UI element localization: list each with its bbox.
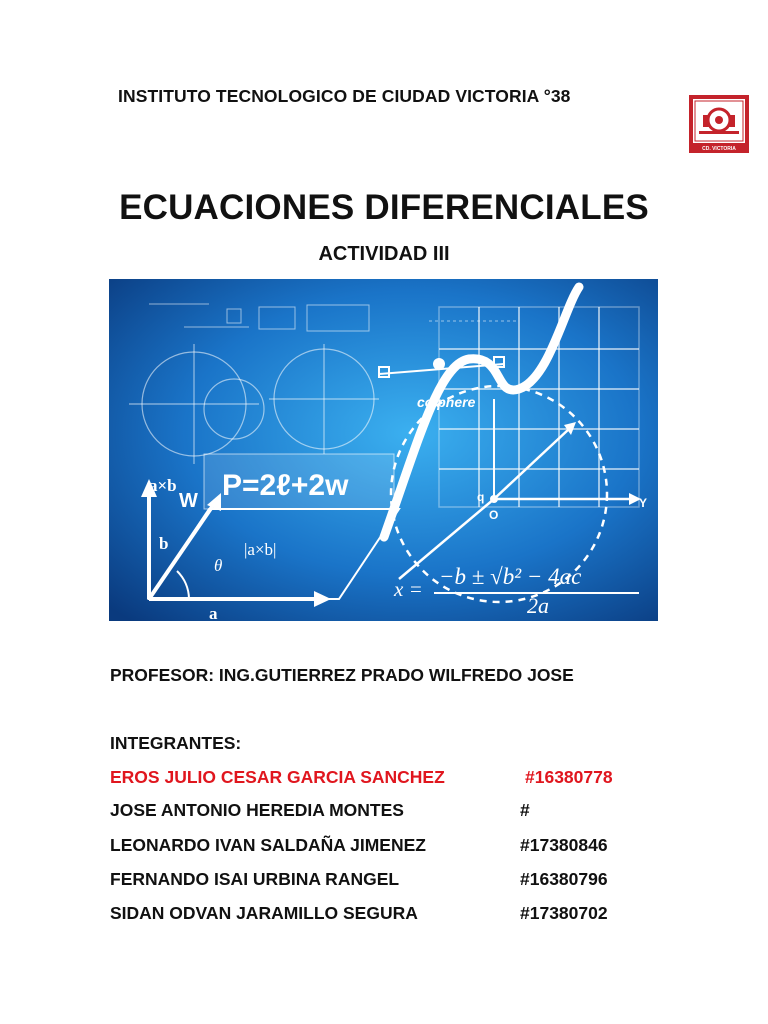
member-row — [110, 800, 530, 821]
member-row — [110, 767, 613, 788]
label-y: Y — [639, 496, 648, 510]
member-id: #16380796 — [520, 869, 608, 889]
document-subtitle: ACTIVIDAD III — [318, 243, 450, 265]
institute-name: INSTITUTO TECNOLOGICO DE CIUDAD VICTORIA °38 — [118, 86, 571, 106]
member-id: #16380778 — [525, 767, 613, 787]
math-banner-image — [109, 279, 658, 621]
member-id: # — [520, 800, 530, 820]
member-row — [110, 869, 608, 890]
member-name: EROS JULIO CESAR GARCIA SANCHEZ — [110, 767, 445, 787]
professor-line: PROFESOR: ING.GUTIERREZ PRADO WILFREDO JOSE — [110, 665, 574, 685]
member-id: #17380702 — [520, 903, 608, 923]
label-x-equals: x = — [394, 577, 423, 601]
label-w: W — [179, 490, 198, 512]
quadratic-denominator: 2a — [527, 593, 549, 618]
label-o: O — [489, 508, 499, 522]
logo-text: CD. VICTORIA — [702, 146, 736, 152]
member-id: #17380846 — [520, 835, 608, 855]
label-sphere: co phere — [417, 394, 476, 410]
member-name: LEONARDO IVAN SALDAÑA JIMENEZ — [110, 835, 426, 855]
member-name: SIDAN ODVAN JARAMILLO SEGURA — [110, 903, 418, 923]
label-b: b — [159, 534, 169, 553]
quadratic-numerator: −b ± √b² − 4ac — [439, 564, 582, 589]
integrantes-heading: INTEGRANTES: — [110, 733, 242, 753]
label-a: a — [209, 604, 218, 621]
label-theta: θ — [214, 556, 223, 575]
label-axb: a×b — [149, 476, 177, 495]
label-abs: |a×b| — [244, 540, 277, 559]
document-title: ECUACIONES DIFERENCIALES — [119, 188, 649, 227]
institute-logo — [689, 95, 749, 153]
member-name: JOSE ANTONIO HEREDIA MONTES — [110, 800, 404, 820]
perimeter-formula: P=2ℓ+2w — [222, 469, 349, 502]
member-name: FERNANDO ISAI URBINA RANGEL — [110, 869, 400, 889]
member-row — [110, 835, 608, 856]
label-q: q — [477, 490, 485, 504]
member-row — [110, 903, 608, 924]
